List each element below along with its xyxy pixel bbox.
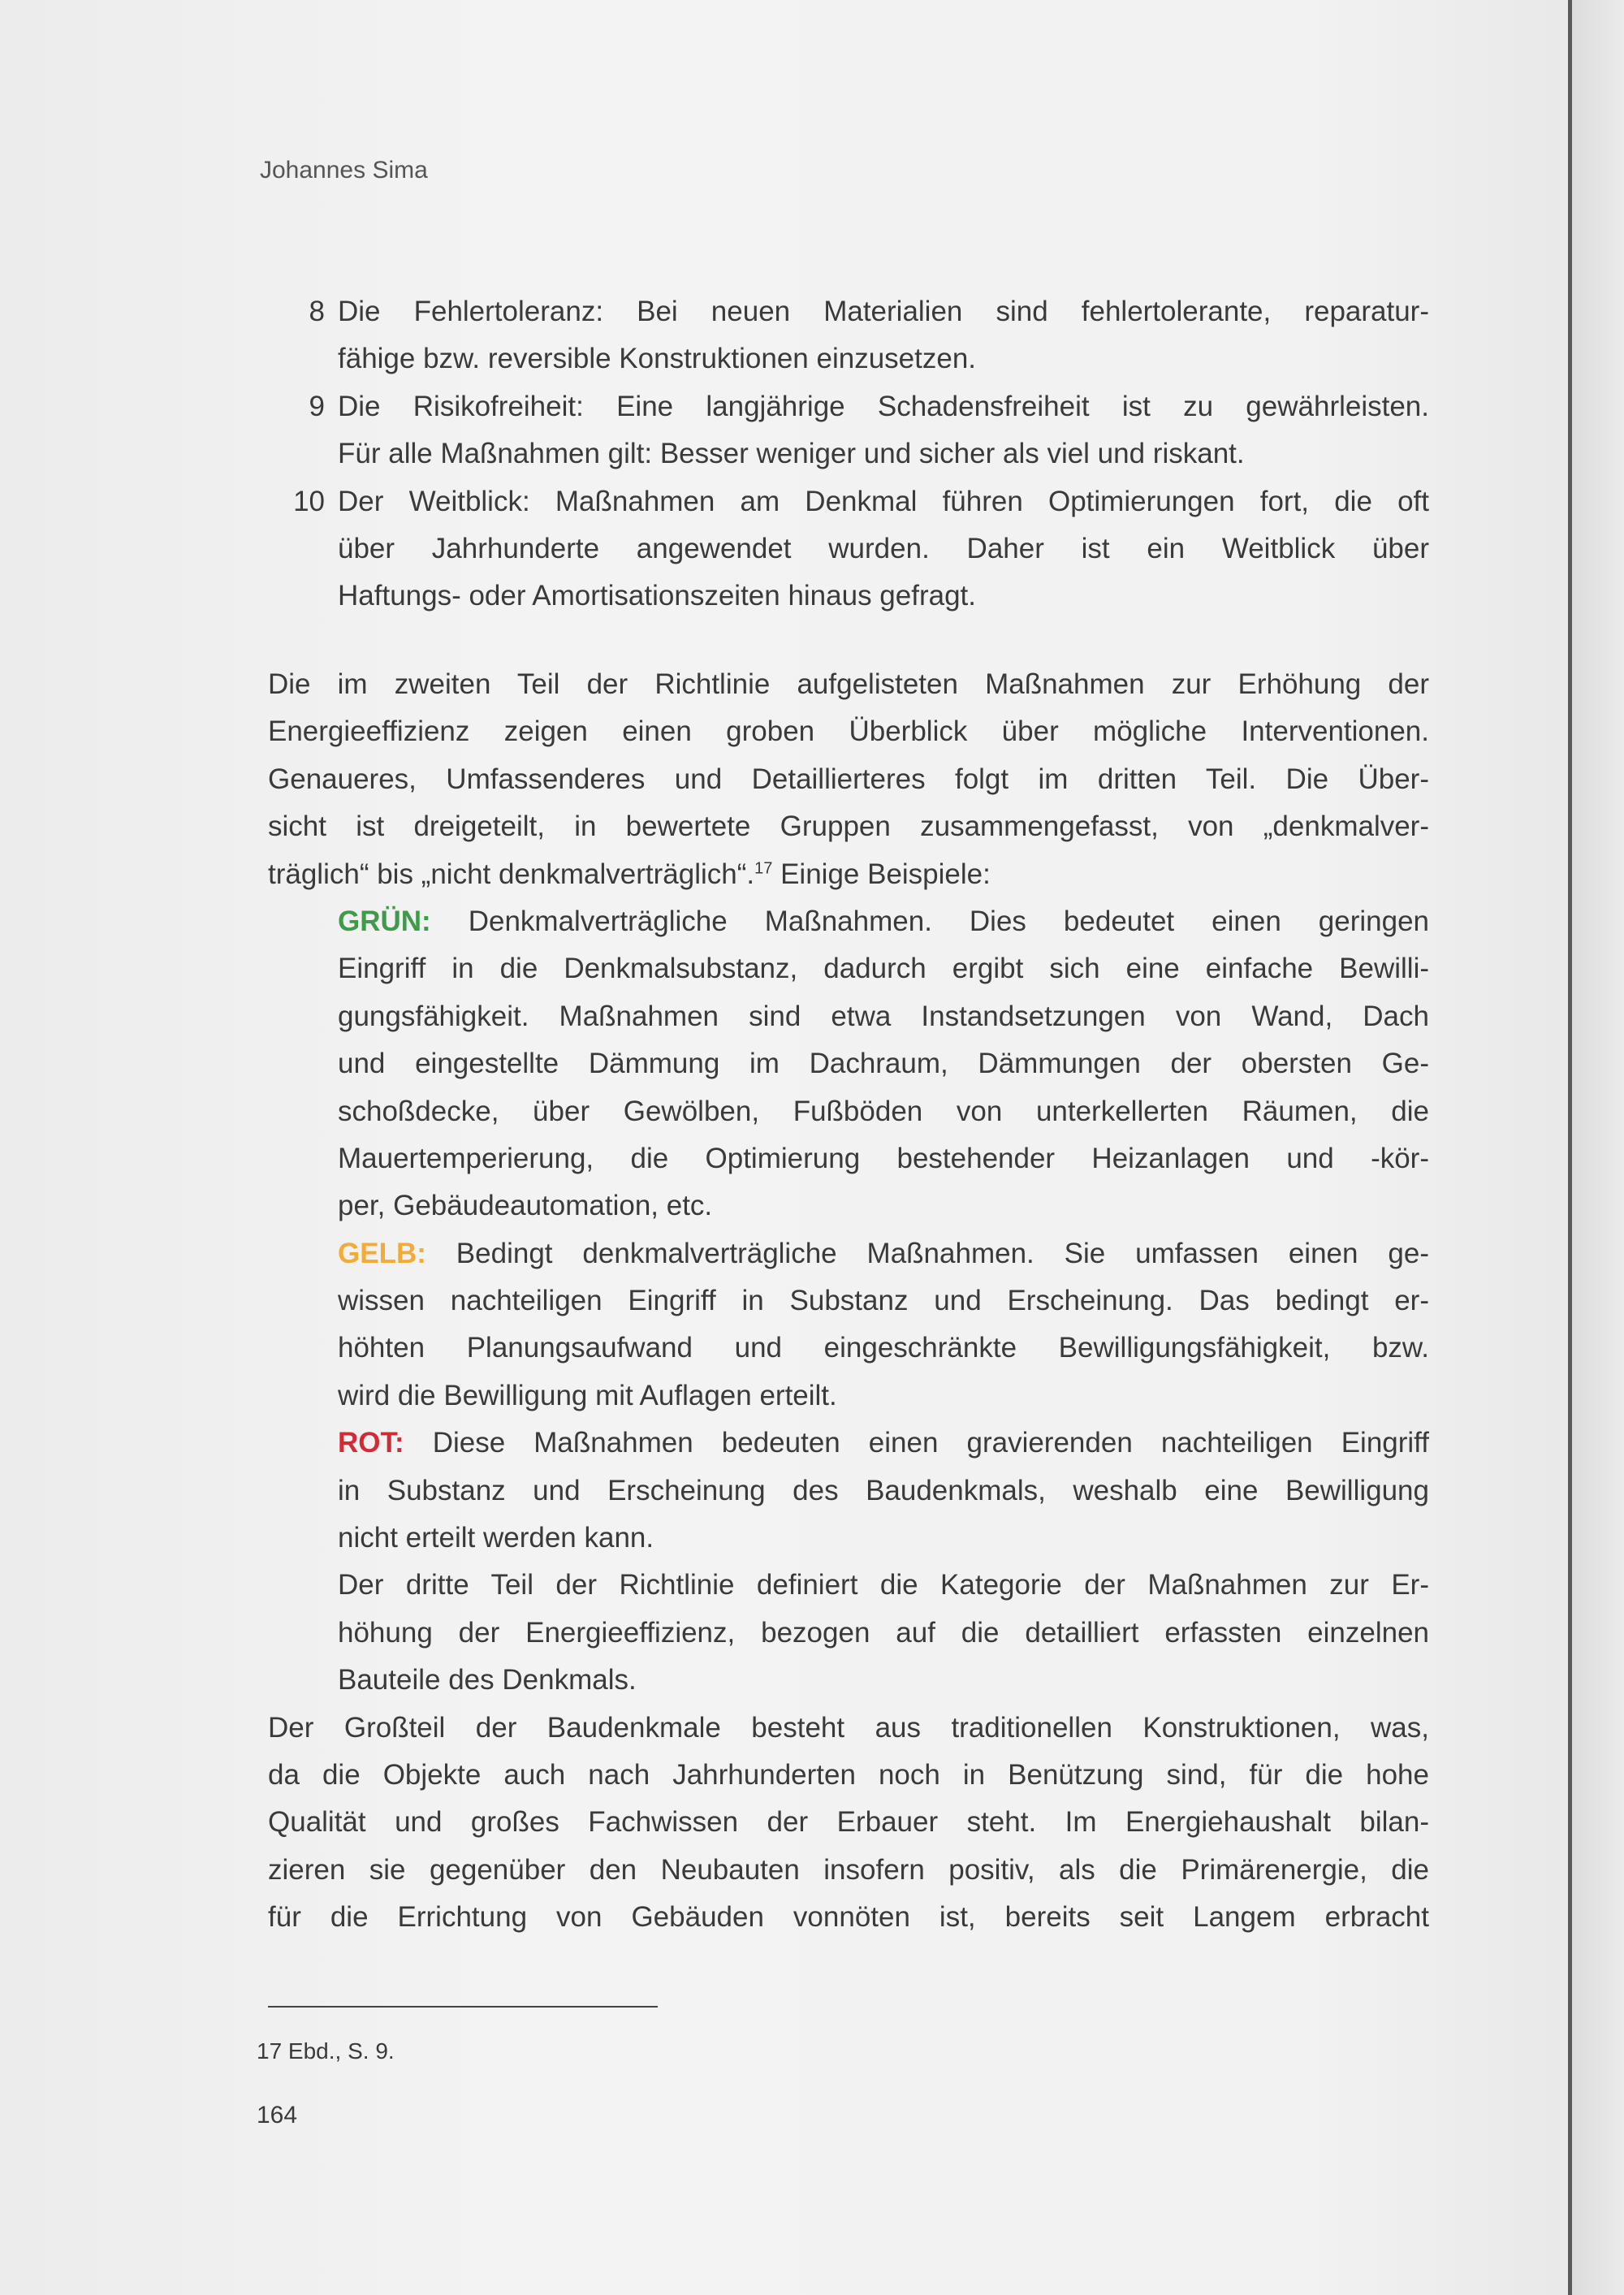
running-header-author: Johannes Sima bbox=[260, 157, 428, 184]
category-label: GELB: bbox=[338, 1237, 426, 1269]
paragraph-line: höhung der Energieeffizienz, bezogen auf die detailliert erfassten einzelnen bbox=[338, 1616, 1429, 1649]
category-gelb bbox=[268, 1230, 1429, 1420]
list-number: 10 bbox=[293, 485, 325, 517]
category-first-line bbox=[338, 1230, 1429, 1277]
category-line: gungsfähigkeit. Maßnahmen sind etwa Instandsetzungen von Wand, Dach bbox=[338, 1000, 1429, 1032]
list-line: Die Risikofreiheit: Eine langjährige Schadensfreiheit ist zu gewährleisten. bbox=[338, 390, 1429, 422]
category-text: Denkmalverträgliche Maßnahmen. Dies bedeutet einen geringen bbox=[430, 905, 1429, 937]
category-rot bbox=[268, 1420, 1429, 1562]
category-grün bbox=[268, 898, 1429, 1230]
list-item bbox=[293, 478, 1429, 620]
category-label: ROT: bbox=[338, 1427, 404, 1459]
category-line: wissen nachteiligen Eingriff in Substanz und Erscheinung. Das bedingt er- bbox=[338, 1285, 1429, 1317]
paragraph-line: Qualität und großes Fachwissen der Erbauer steht. Im Energiehaushalt bilan- bbox=[268, 1806, 1429, 1839]
page-number: 164 bbox=[257, 2102, 298, 2129]
list-number: 8 bbox=[309, 296, 325, 327]
list-line: Der Weitblick: Maßnahmen am Denkmal führen Optimierungen fort, die oft bbox=[338, 485, 1429, 517]
third-part-paragraph bbox=[268, 1562, 1429, 1704]
category-line: und eingestellte Dämmung im Dachraum, Dämmungen der obersten Ge- bbox=[338, 1048, 1429, 1080]
footnote: 17 Ebd., S. 9. bbox=[257, 2038, 395, 2064]
paragraph-line bbox=[268, 851, 1429, 898]
category-first-line bbox=[338, 898, 1429, 945]
footnote-reference: 17 bbox=[754, 858, 773, 877]
category-line: schoßdecke, über Gewölben, Fußböden von unterkellerten Räumen, die bbox=[338, 1095, 1429, 1127]
principles-list bbox=[293, 288, 1429, 620]
footnote-divider bbox=[268, 2006, 658, 2008]
category-line: per, Gebäudeautomation, etc. bbox=[338, 1190, 713, 1222]
category-line: wird die Bewilligung mit Auflagen erteilt. bbox=[338, 1379, 837, 1411]
category-text: Bedingt denkmalverträgliche Maßnahmen. Sie umfassen einen ge- bbox=[425, 1237, 1429, 1269]
paragraph-line: sicht ist dreigeteilt, in bewertete Gruppen zusammengefasst, von „denkmalver- bbox=[268, 810, 1429, 843]
paragraph-line: Energieeffizienz zeigen einen groben Überblick über mögliche Interventionen. bbox=[268, 715, 1429, 748]
paragraph-line: Der dritte Teil der Richtlinie definiert die Kategorie der Maßnahmen zur Er- bbox=[338, 1569, 1429, 1601]
list-item bbox=[299, 383, 1429, 478]
paragraph-text: träglich“ bis „nicht denkmalverträglich“. bbox=[268, 858, 755, 890]
category-text: Diese Maßnahmen bedeuten einen gravierenden nachteiligen Eingriff bbox=[404, 1427, 1429, 1459]
category-line: höhten Planungsaufwand und eingeschränkte Bewilligungsfähigkeit, bzw. bbox=[338, 1332, 1429, 1364]
book-spine-edge bbox=[1568, 0, 1572, 2295]
category-label: GRÜN: bbox=[338, 905, 431, 937]
paragraph-line: Genaueres, Umfassenderes und Detaillierteres folgt im dritten Teil. Die Über- bbox=[268, 763, 1429, 795]
list-line: fähige bzw. reversible Konstruktionen einzusetzen. bbox=[338, 343, 977, 375]
list-line: Die Fehlertoleranz: Bei neuen Materialien sind fehlertolerante, reparatur- bbox=[338, 296, 1429, 327]
category-line: Mauertemperierung, die Optimierung bestehender Heizanlagen und -kör- bbox=[338, 1142, 1429, 1174]
paragraph-line: zieren sie gegenüber den Neubauten insofern positiv, als die Primärenergie, die bbox=[268, 1853, 1429, 1886]
list-number: 9 bbox=[309, 390, 325, 422]
list-line: Haftungs- oder Amortisationszeiten hinaus gefragt. bbox=[338, 580, 976, 612]
paragraph-line: Die im zweiten Teil der Richtlinie aufgelisteten Maßnahmen zur Erhöhung der bbox=[268, 668, 1429, 700]
paragraph-line: da die Objekte auch nach Jahrhunderten noch in Benützung sind, für die hohe bbox=[268, 1758, 1429, 1791]
paragraph-text: Einige Beispiele: bbox=[772, 858, 991, 890]
list-line: über Jahrhunderte angewendet wurden. Daher ist ein Weitblick über bbox=[338, 532, 1429, 564]
category-first-line bbox=[338, 1420, 1429, 1467]
category-line: Eingriff in die Denkmalsubstanz, dadurch ergibt sich eine einfache Bewilli- bbox=[338, 953, 1429, 985]
category-line: nicht erteilt werden kann. bbox=[338, 1522, 654, 1554]
paragraph-line: Der Großteil der Baudenkmale besteht aus traditionellen Konstruktionen, was, bbox=[268, 1711, 1429, 1744]
paragraph-line: Bauteile des Denkmals. bbox=[338, 1664, 637, 1696]
list-line: Für alle Maßnahmen gilt: Besser weniger und sicher als viel und riskant. bbox=[338, 438, 1245, 470]
paragraph-line: für die Errichtung von Gebäuden vonnöten ist, bereits seit Langem erbracht bbox=[268, 1901, 1429, 1934]
list-item bbox=[299, 288, 1429, 383]
main-text bbox=[268, 661, 1429, 1942]
book-gutter-shade bbox=[1572, 0, 1624, 2295]
category-line: in Substanz und Erscheinung des Baudenkmals, weshalb eine Bewilligung bbox=[338, 1474, 1429, 1506]
